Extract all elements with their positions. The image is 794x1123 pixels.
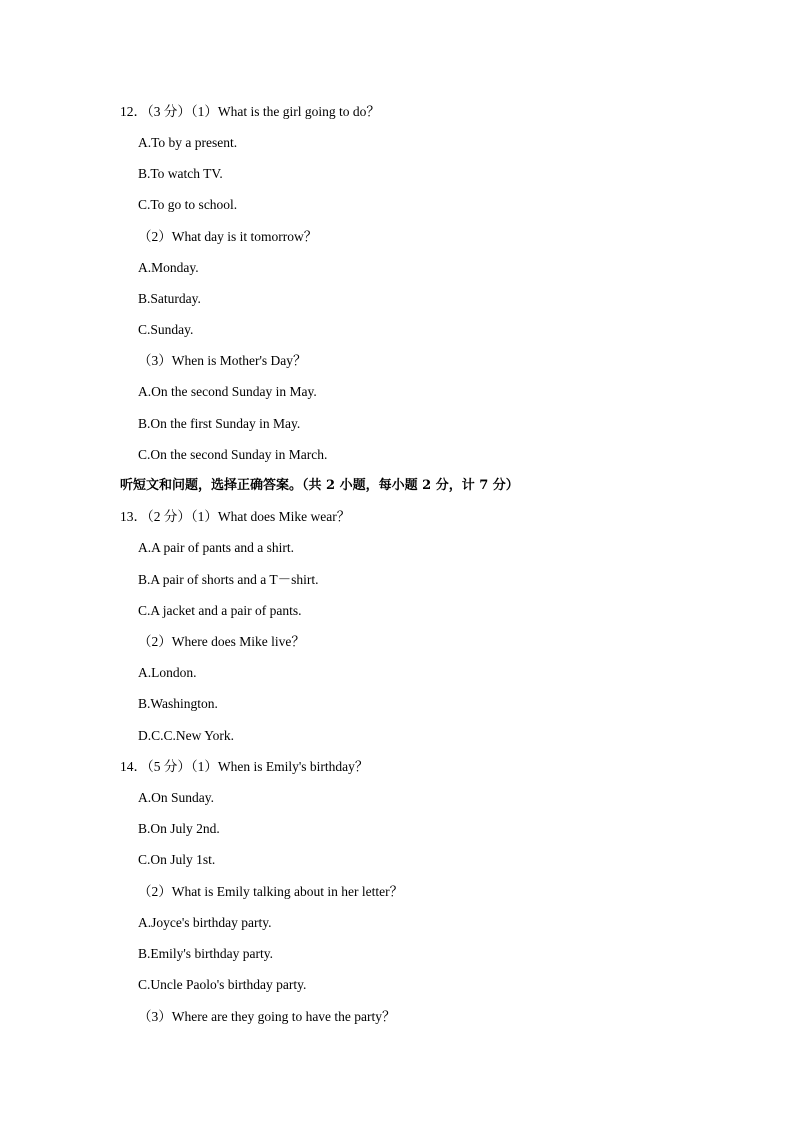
q12-3-option-b: B.On the first Sunday in May. [138, 416, 301, 431]
q14-1-option-a: A.On Sunday. [138, 790, 214, 805]
q12-1-option-a: A.To by a present. [138, 135, 238, 150]
q12-2-option-a: A.Monday. [138, 260, 199, 275]
section-heading: 听短文和问题，选择正确答案。（共 2 小题，每小题 2 分，计 7 分） [120, 478, 519, 493]
q13-1-option-a: A.A pair of pants and a shirt. [138, 540, 294, 555]
q13-2-option-d: D.C.C.New York. [138, 728, 235, 743]
q12-2-option-c: C.Sunday. [138, 322, 194, 337]
q12-1-option-b: B.To watch TV. [138, 166, 223, 181]
q14-1-option-b: B.On July 2nd. [138, 821, 220, 836]
q12-part-2-stem: （2）What day is it tomorrow？ [138, 229, 318, 244]
q14-1-option-c: C.On July 1st. [138, 852, 216, 867]
q14-2-option-a: A.Joyce's birthday party. [138, 915, 272, 930]
q12-3-option-a: A.On the second Sunday in May. [138, 384, 317, 399]
q14-2-option-c: C.Uncle Paolo's birthday party. [138, 977, 307, 992]
q12-2-option-b: B.Saturday. [138, 291, 201, 306]
question-13-stem: 13．（2 分）（1）What does Mike wear？ [120, 509, 351, 524]
question-14-stem: 14．（5 分）（1）When is Emily's birthday？ [120, 759, 369, 774]
q13-1-option-b: B.A pair of shorts and a T－shirt. [138, 572, 319, 587]
q12-1-option-c: C.To go to school. [138, 197, 238, 212]
q12-3-option-c: C.On the second Sunday in March. [138, 447, 328, 462]
q12-part-3-stem: （3）When is Mother's Day？ [138, 353, 307, 368]
q13-part-2-stem: （2）Where does Mike live？ [138, 634, 305, 649]
q14-part-2-stem: （2）What is Emily talking about in her letter？ [138, 884, 404, 899]
question-12-stem: 12．（3 分）（1）What is the girl going to do？ [120, 104, 380, 119]
q13-2-option-a: A.London. [138, 665, 197, 680]
q14-part-3-stem: （3）Where are they going to have the party？ [138, 1009, 396, 1024]
q13-1-option-c: C.A jacket and a pair of pants. [138, 603, 302, 618]
q13-2-option-b: B.Washington. [138, 696, 218, 711]
q14-2-option-b: B.Emily's birthday party. [138, 946, 274, 961]
